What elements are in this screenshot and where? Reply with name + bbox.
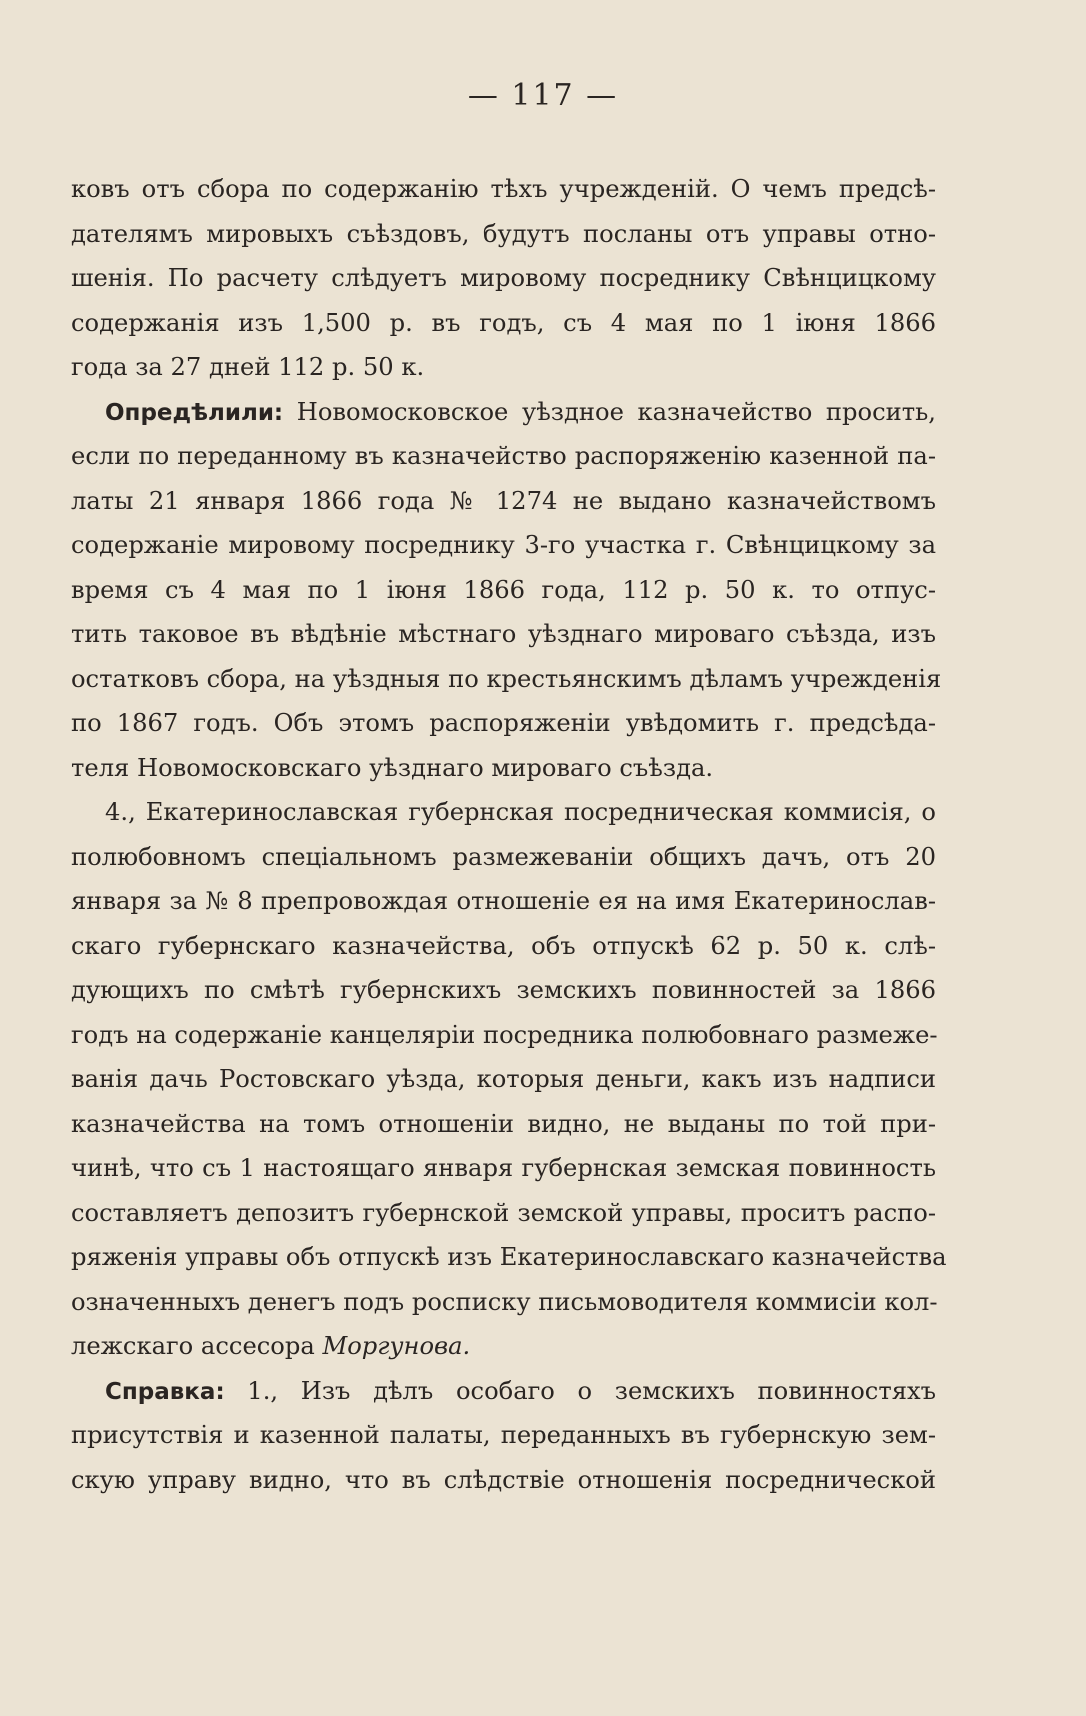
text-line: содержанія изъ 1,500 р. въ годъ, съ 4 мая по 1 іюня 1866 [71,308,936,337]
text-line: время съ 4 мая по 1 іюня 1866 года, 112 р. 50 к. то отпус- [71,575,936,604]
text-line: скую управу видно, что въ слѣдствіе отношенія посреднической [71,1465,936,1494]
text-line: составляетъ депозитъ губернской земской управы, проситъ распо- [71,1198,936,1227]
text-line: января за № 8 препровождая отношеніе ея на имя Екатеринослав- [71,887,936,915]
text-line: означенныхъ денегъ подъ росписку письмоводителя коммисіи кол- [71,1287,938,1316]
reference-lead: Справка: [105,1378,225,1405]
resolution-first-line-text: Новомосковское уѣздное казначейство просить, [283,397,936,426]
text-line: содержаніе мировому посреднику 3-го участка г. Свѣнцицкому за [71,531,936,559]
item-4-last-line-text: лежскаго ассесора [71,1332,323,1360]
text-line: по 1867 годъ. Объ этомъ распоряженіи увѣдомить г. предсѣда- [71,709,936,737]
text-line: ряженія управы объ отпускѣ изъ Екатеринославскаго казначейства [71,1243,947,1271]
text-line: теля Новомосковскаго уѣзднаго мироваго съѣзда. [71,753,714,782]
text-line: если по переданному въ казначейство распоряженію казенной па- [71,442,936,470]
resolution-lead: Опредѣлили: [105,399,284,426]
text-line: тить таковое въ вѣдѣніе мѣстнаго уѣзднаго мироваго съѣзда, изъ [71,620,936,648]
text-line: года за 27 дней 112 р. 50 к. [71,353,425,381]
text-line: присутствія и казенной палаты, переданныхъ въ губернскую зем- [71,1421,936,1449]
item-4-first-line: 4., Екатеринославская губернская посредническая коммисія, о [105,798,936,826]
text-line: чинѣ, что съ 1 настоящаго января губернская земская повинность [71,1154,936,1182]
text-line: ковъ отъ сбора по содержанію тѣхъ учрежденій. О чемъ предсѣ- [71,175,936,203]
page-body [71,167,947,1502]
text-line: дателямъ мировыхъ съѣздовъ, будутъ посланы отъ управы отно- [71,219,936,248]
assessor-name: Моргунова. [322,1332,471,1360]
text-line: остатковъ сбора, на уѣздныя по крестьянскимъ дѣламъ учрежденія [71,664,942,693]
reference-first-line [71,1369,936,1414]
page-number: — 117 — [467,78,619,113]
text-line: дующихъ по смѣтѣ губернскихъ земскихъ повинностей за 1866 [71,976,936,1004]
reference-first-line-text: 1., Изъ дѣлъ особаго о земскихъ повинностяхъ [224,1376,936,1405]
item-4-last-line [71,1324,936,1369]
text-line: ванія дачь Ростовскаго уѣзда, которыя деньги, какъ изъ надписи [71,1065,936,1093]
text-line: годъ на содержаніе канцеляріи посредника полюбовнаго размеже- [71,1020,938,1049]
text-line: латы 21 января 1866 года № 1274 не выдано казначействомъ [71,486,936,515]
text-line: скаго губернскаго казначейства, объ отпускѣ 62 р. 50 к. слѣ- [71,931,936,960]
resolution-first-line [71,390,936,435]
text-line: полюбовномъ спеціальномъ размежеваніи общихъ дачъ, отъ 20 [71,842,936,871]
text-line: казначейства на томъ отношеніи видно, не выданы по той при- [71,1109,936,1138]
text-line: шенія. По расчету слѣдуетъ мировому посреднику Свѣнцицкому [71,264,936,292]
